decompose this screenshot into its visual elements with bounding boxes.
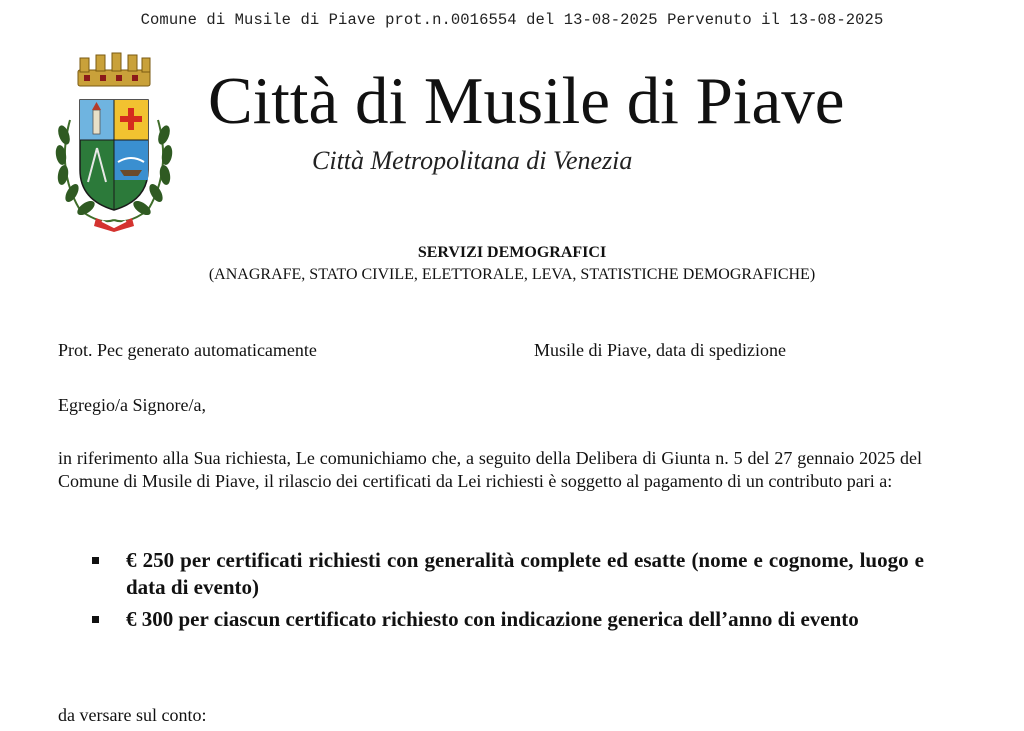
department-name: SERVIZI DEMOGRAFICI [417, 244, 607, 261]
closing-line: da versare sul conto: [58, 705, 207, 725]
municipal-coat-of-arms-icon [50, 50, 178, 232]
fee-item-text: € 300 per ciascun certificato richiesto con indicazione generica dell’anno di evento [126, 606, 859, 631]
page-subtitle: Città Metropolitana di Venezia [312, 146, 633, 175]
protocol-stamp: Comune di Musile di Piave prot.n.0016554 del 13-08-2025 Pervenuto il 13-08-2025 [140, 11, 884, 29]
bullet-square-icon [92, 557, 99, 564]
fee-list [84, 547, 924, 637]
bullet-square-icon [92, 616, 99, 623]
body-paragraph: in riferimento alla Sua richiesta, Le comunichiamo che, a seguito della Delibera di Giunta n. 5 del 27 gennaio 2025 del Comune di Musile di Piave, il rilascio dei certificati da Lei richiesti è soggetto al pagamento di un contributo pari a: [58, 448, 922, 491]
fee-item-text: € 250 per certificati richiesti con generalità complete ed esatte (nome e cognome, luogo e data di evento) [126, 548, 924, 600]
fee-item [84, 547, 924, 602]
department-services: (ANAGRAFE, STATO CIVILE, ELETTORALE, LEVA, STATISTICHE DEMOGRAFICHE) [208, 266, 816, 283]
page-title: Città di Musile di Piave [208, 64, 845, 138]
greeting: Egregio/a Signore/a, [58, 395, 206, 415]
protocol-note: Prot. Pec generato automaticamente [58, 340, 317, 360]
place-date: Musile di Piave, data di spedizione [534, 340, 786, 360]
fee-item [84, 606, 924, 633]
